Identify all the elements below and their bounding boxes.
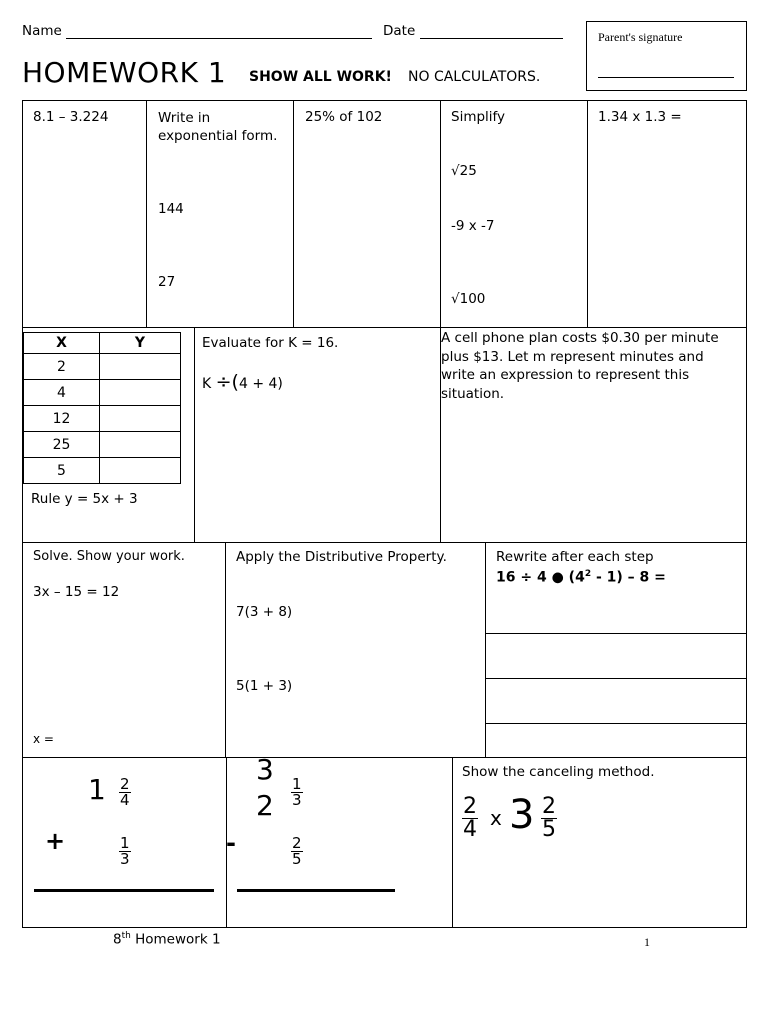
mul-den2: 5 (542, 817, 556, 842)
cancel-title: Show the canceling method. (462, 764, 655, 780)
xy-header-y: Y (100, 333, 181, 354)
evaluate-title: Evaluate for K = 16. (202, 335, 339, 351)
simplify-c: √100 (451, 291, 486, 307)
evaluate-expression (202, 371, 283, 393)
distributive-a: 7(3 + 8) (236, 604, 293, 620)
add-den2: 3 (120, 850, 130, 868)
row2-divider (194, 327, 195, 543)
add-fraction-2 (119, 836, 131, 867)
table-y-cell[interactable] (100, 458, 181, 484)
table-x-cell: 4 (24, 380, 100, 406)
rewrite-line[interactable] (485, 678, 747, 679)
add-answer-line[interactable] (34, 889, 214, 892)
table-x-cell: 5 (24, 458, 100, 484)
mul-operator: x (490, 806, 502, 830)
evaluate-div: ÷( (215, 371, 239, 393)
date-label: Date (383, 23, 416, 39)
simplify-b: -9 x -7 (451, 218, 495, 234)
exponential-a: 144 (158, 201, 184, 217)
multiplication-problem: 1.34 x 1.3 = (598, 109, 682, 125)
solve-title: Solve. Show your work. (33, 549, 185, 564)
sub-operator: - (226, 829, 236, 857)
distributive-title: Apply the Distributive Property. (236, 549, 447, 565)
sub-whole-1: 3 (256, 753, 274, 786)
evaluate-k: K (202, 376, 216, 392)
sub-den2: 5 (292, 850, 302, 868)
rewrite-line[interactable] (485, 723, 747, 724)
row1-divider (440, 100, 441, 328)
sub-num2: 2 (292, 834, 302, 852)
cell-phone-problem: A cell phone plan costs $0.30 per minute plus $13. Let m represent minutes and write an expression to represent this situation. (441, 330, 719, 402)
distributive-b: 5(1 + 3) (236, 678, 293, 694)
table-y-cell[interactable] (100, 432, 181, 458)
table-rule: Rule y = 5x + 3 (31, 491, 138, 507)
mul-fraction-1 (462, 796, 478, 841)
problem-grid-row4 (22, 757, 747, 928)
sub-whole-2: 2 (256, 789, 274, 822)
footer-grade-sup: th (121, 931, 131, 941)
add-whole: 1 (88, 773, 106, 806)
xy-header-x: X (24, 333, 100, 354)
row4-divider (452, 757, 453, 928)
row3-divider (225, 542, 226, 758)
table-y-cell[interactable] (100, 406, 181, 432)
no-calculators: NO CALCULATORS. (408, 69, 541, 85)
rewrite-expr-b: - 1) – 8 = (591, 569, 666, 586)
footer-label (113, 931, 221, 948)
table-x-cell: 12 (24, 406, 100, 432)
solve-answer: x = (33, 732, 54, 746)
row1-divider (146, 100, 147, 328)
rewrite-line[interactable] (485, 633, 747, 634)
page-title: HOMEWORK 1 (22, 56, 227, 89)
rewrite-expr-a: 16 ÷ 4 ● (4 (496, 569, 585, 586)
add-fraction-1 (119, 777, 131, 808)
add-num1: 2 (120, 775, 130, 793)
parent-signature-box (586, 21, 747, 91)
date-line[interactable] (420, 38, 563, 39)
solve-equation: 3x – 15 = 12 (33, 584, 120, 600)
rewrite-expression (496, 569, 666, 586)
simplify-title: Simplify (451, 109, 506, 125)
table-y-cell[interactable] (100, 380, 181, 406)
table-y-cell[interactable] (100, 354, 181, 380)
sub-fraction-2 (291, 836, 303, 867)
rewrite-expr-exp: 2 (584, 569, 592, 579)
name-label: Name (22, 23, 62, 39)
mul-num2: 2 (542, 794, 556, 819)
mul-num1: 2 (463, 794, 477, 819)
table-x-cell: 2 (24, 354, 100, 380)
exponential-b: 27 (158, 274, 176, 290)
evaluate-rest: 4 + 4) (238, 376, 283, 392)
row1-divider (587, 100, 588, 328)
table-x-cell: 25 (24, 432, 100, 458)
add-num2: 1 (120, 834, 130, 852)
footer-grade: 8 (113, 931, 122, 948)
add-operator: + (45, 827, 66, 855)
parent-signature-label: Parent's signature (598, 30, 683, 44)
sub-answer-line[interactable] (237, 889, 395, 892)
xy-table (23, 332, 181, 484)
simplify-a: √25 (451, 163, 477, 179)
show-all-work: SHOW ALL WORK! (249, 69, 392, 85)
row1-divider (293, 100, 294, 328)
rewrite-title: Rewrite after each step (496, 549, 654, 565)
add-den1: 4 (120, 791, 130, 809)
row3-divider (485, 542, 486, 758)
mul-whole: 3 (509, 792, 535, 838)
sub-fraction-1 (291, 777, 303, 808)
sub-den1: 3 (292, 791, 302, 809)
problem-subtraction: 8.1 – 3.224 (33, 109, 109, 125)
mul-fraction-2 (541, 796, 557, 841)
page-number: 1 (644, 935, 650, 949)
name-line[interactable] (66, 38, 372, 39)
mul-den1: 4 (463, 817, 477, 842)
parent-signature-line[interactable] (598, 77, 734, 78)
exponential-title: Write in exponential form. (158, 110, 278, 144)
footer-homework: Homework 1 (130, 931, 221, 948)
percent-problem: 25% of 102 (305, 109, 383, 125)
problem-grid-row1 (22, 100, 747, 328)
sub-num1: 1 (292, 775, 302, 793)
